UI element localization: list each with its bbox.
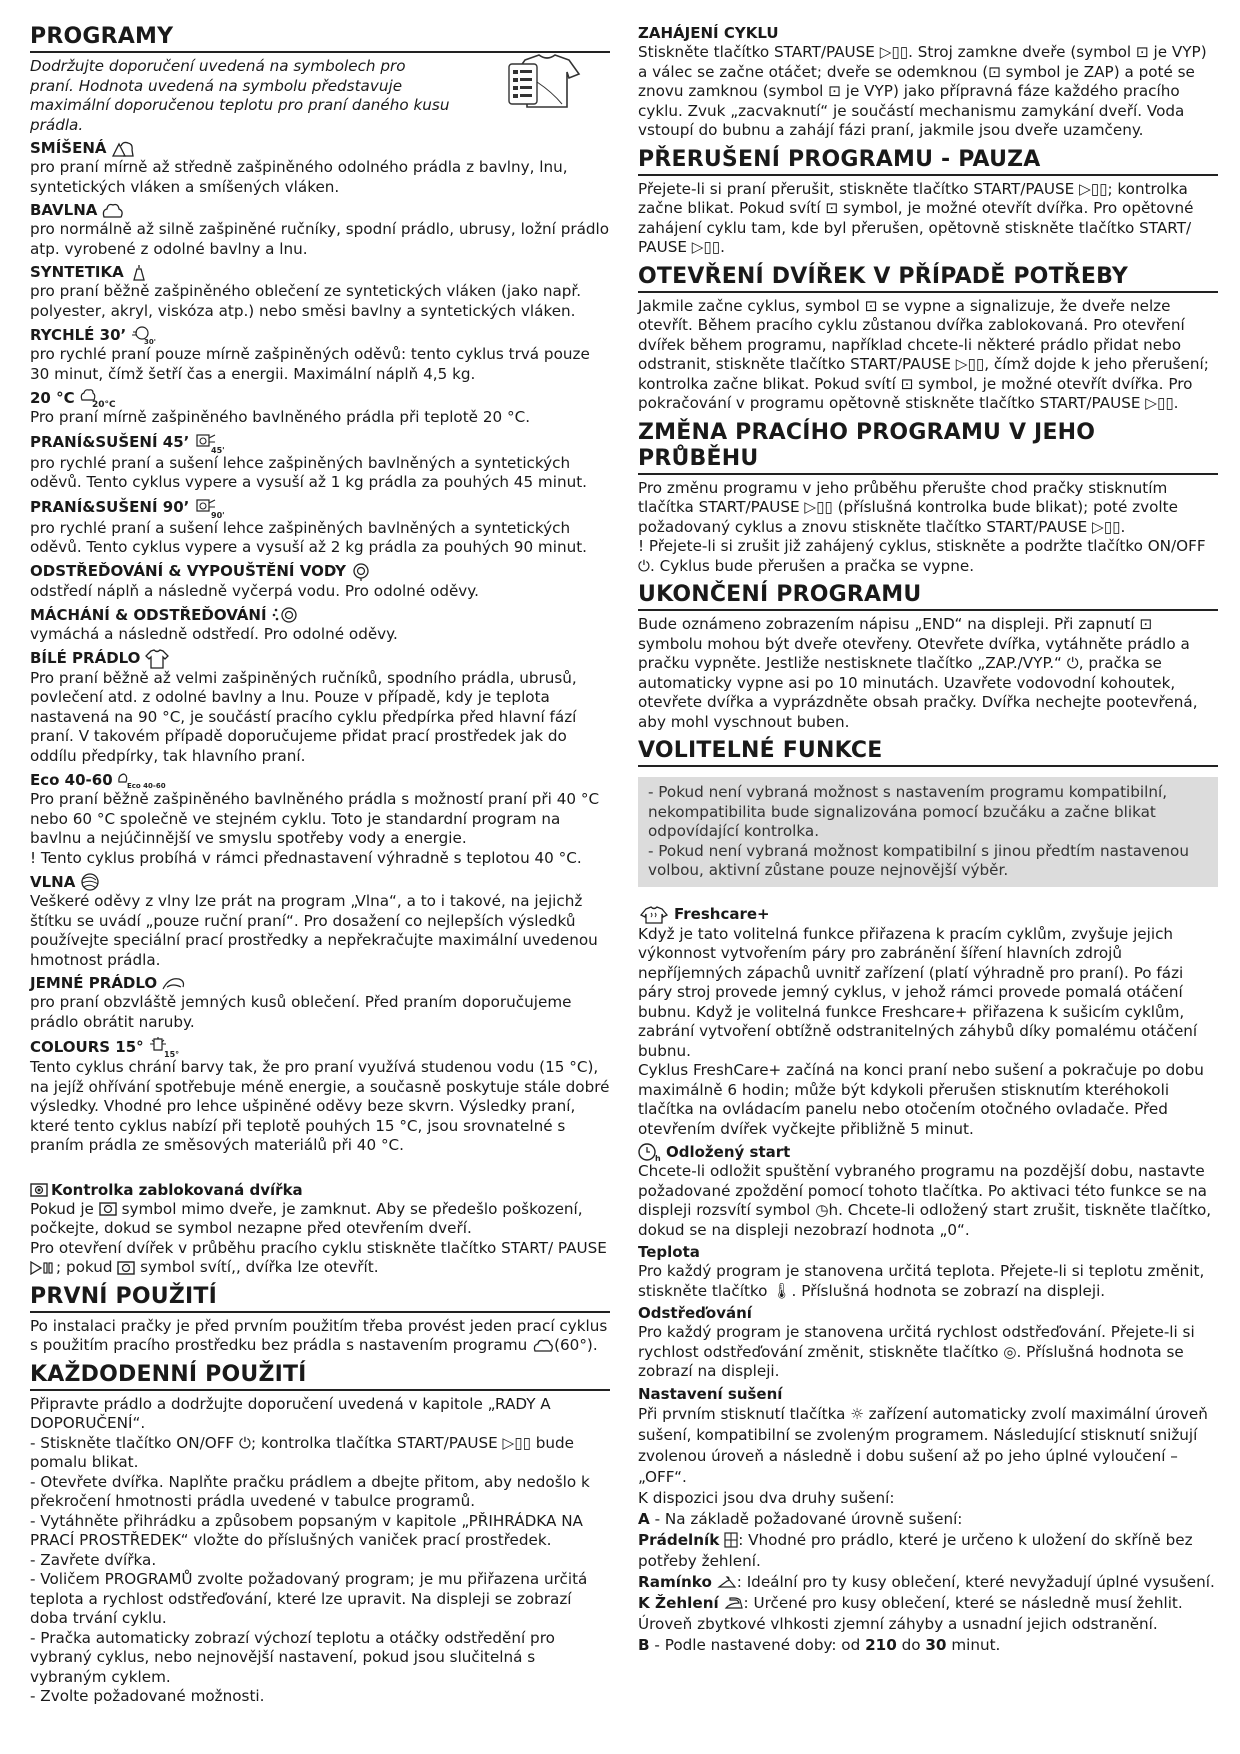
program-name: BAVLNA (30, 201, 98, 219)
wardrobe-icon (724, 1532, 738, 1548)
drying-iron: K Žehlení : Určené pro kusy oblečení, které se následně musí žehlit. Úroveň zbytkové vlhkosti zjemní záhyby a usnadní jejich odstranění. (638, 1593, 1183, 1633)
wash-dry-45-icon (193, 432, 225, 454)
programs-intro: Dodržujte doporučení uvedená na symbolech pro praní. Hodnota uvedená na symbolu představuje maximální doporučenou teplotu pro praní daného kusu prádla. (30, 57, 450, 134)
drying-option-b: B - Podle nastavené doby: od 210 do 30 minut. (638, 1635, 1001, 1654)
program-description: Pro praní mírně zašpiněného bavlněného prádla při teplotě 20 °C. (30, 408, 531, 426)
end-program-heading: UKONČENÍ PROGRAMU (638, 582, 1218, 611)
change-program-heading: ZMĚNA PRACÍHO PROGRAMU V JEHO PRŮBĚHU (638, 420, 1218, 475)
door-lock-text-1: Pokud je symbol mimo dveře, je zamknut. Aby se předešlo poškození, počkejte, dokud se symbol nezapne před otevřením dveří. (30, 1199, 583, 1237)
freshcare-heading (638, 905, 1218, 925)
program-description: Tento cyklus chrání barvy tak, že pro praní využívá studenou vodu (15 °C), na jejíž ohřívání spotřebuje méně energie, a současně poskytuje stále dobré výsledky. Vhodné pro lehce ušpiněné oděvy beze skvrn. Výsledky praní, které tento cyklus nabízí při teplotě pouhých 15 °C, jsou srovnatelné s praním prádla ze směsových materiálů při 40 °C. (30, 1058, 610, 1154)
start-cycle-heading: ZAHÁJENÍ CYKLU (638, 24, 779, 42)
pause-heading: PŘERUŠENÍ PROGRAMU - PAUZA (638, 147, 1218, 176)
daily-use-step: - Zavřete dvířka. (30, 1550, 157, 1569)
open-door-text: Jakmile začne cyklus, symbol ⊡ se vypne a signalizuje, že dveře nelze otevřít. Během pracího cyklu zůstanou dvířka zablokovaná. Pro otevření dvířek během programu, například chcete-li některé prádlo přidat nebo odstranit, stiskněte tlačítko START/PAUSE ▷▯▯, čímž dojde k jeho přerušení; kontrolka začne blikat. Pokud svítí ⊡ symbol, je možné otevřít dvířka. Pro pokračování v programu opětovně stiskněte tlačítko START/PAUSE ▷▯▯. (638, 296, 1209, 412)
program-heading (30, 562, 610, 582)
program-name: SMÍŠENÁ (30, 139, 107, 157)
program-heading (30, 770, 610, 790)
cotton-icon (532, 1338, 554, 1354)
program-name: SYNTETIKA (30, 263, 124, 281)
daily-use-heading: KAŽDODENNÍ POUŽITÍ (30, 1362, 610, 1391)
program-name: JEMNÉ PRÁDLO (30, 974, 158, 992)
svg-text:h: h (655, 1154, 661, 1162)
delay-start-icon (638, 1142, 662, 1162)
programs-heading: PROGRAMY (30, 24, 610, 53)
program-description: pro rychlé praní a sušení lehce zašpiněných bavlněných a syntetických oděvů. Tento cyklus vypere a vysuší až 2 kg prádla za pouhých 90 minut. (30, 518, 587, 556)
program-description: pro praní mírně až středně zašpiněného odolného prádla z bavlny, lnu, syntetických vláken a smíšených vláken. (30, 158, 568, 196)
program-heading (30, 649, 610, 669)
svg-text:15°: 15° (163, 1050, 179, 1058)
program-name: COLOURS 15° (30, 1037, 144, 1056)
program-name: Eco 40-60 (30, 770, 113, 789)
program-heading (30, 605, 610, 625)
door-lock-icon (30, 1183, 48, 1197)
program-description: Pro praní běžně zašpiněného bavlněného prádla s možností praní při 40 °C nebo 60 °C společně ve stejném cyklu. Toto je standardní program na bavlnu a nejúčinnější ve smyslu spotřeby vody a energie. (30, 790, 600, 847)
program-description: odstředí náplň a následně vyčerpá vodu. Pro odolné oděvy. (30, 581, 479, 600)
program-name: PRANÍ&SUŠENÍ 45’ (30, 433, 190, 451)
iron-icon (724, 1596, 744, 1610)
program-list (30, 139, 610, 1156)
daily-use-step: - Pračka automaticky zobrazí výchozí teplotu a otáčky odstředění pro vybraný cyklus, nebo nejnovější nastavení, pokud jsou slučitelná s vybraným cyklem. (30, 1628, 555, 1686)
svg-text:45': 45' (211, 445, 225, 454)
daily-use-steps (30, 1395, 610, 1707)
change-program-text: Pro změnu programu v jeho průběhu přerušte chod pračky stisknutím tlačítka START/PAUSE ▷▯▯ (příslušná kontrolka bude blikat); poté zvolte požadovaný cyklus a znovu stiskněte tlačítko START/PAUSE ▷▯▯. (638, 478, 1178, 536)
pause-text: Přejete-li si praní přerušit, stiskněte tlačítko START/PAUSE ▷▯▯; kontrolka začne blikat. Pokud svítí ⊡ symbol, je možné otevřít dvířka. Pro opětovné zahájení cyklu tam, kde byl přerušen, opětovně stiskněte tlačítko START/ PAUSE ▷▯▯. (638, 179, 1194, 256)
program-name: MÁCHÁNÍ & ODSTŘEĎOVÁNÍ (30, 605, 267, 624)
daily-use-step: - Voličem PROGRAMŮ zvolte požadovaný program; je mu přiřazena určitá teplota a rychlost odstřeďování, které lze upravit. Na displeji se zobrazí doba trvání cyklu. (30, 1570, 588, 1627)
daily-use-step: - Vytáhněte přihrádku a způsobem popsaným v kapitole „PŘIHRÁDKA NA PRACÍ PROSTŘEDEK“ vložte do příslušných vaniček prací prostředek. (30, 1511, 583, 1549)
first-use-text: Po instalaci pračky je před prvním použitím třeba provést jeden prací cyklus s použitím pracího prostředku bez prádla s nastavením programu (60°). (30, 1316, 608, 1354)
synthetic-icon (128, 263, 150, 282)
program-note: ! Tento cyklus probíhá v rámci přednastavení výhradně s teplotou 40 °C. (30, 848, 582, 867)
door-lock-icon (117, 1261, 135, 1275)
door-lock-title: Kontrolka zablokovaná dvířka (51, 1180, 303, 1199)
delicate-icon (161, 974, 187, 993)
open-door-heading: OTEVŘENÍ DVÍŘEK V PŘÍPADĚ POTŘEBY (638, 264, 1218, 293)
program-description: vymáchá a následně odstředí. Pro odolné oděvy. (30, 625, 398, 643)
colours-15-icon (148, 1036, 180, 1058)
program-name: ODSTŘEĎOVÁNÍ & VYPOUŠTĚNÍ VODY (30, 562, 347, 580)
drying-types-text: K dispozici jsou dva druhy sušení: (638, 1488, 895, 1507)
program-heading (30, 325, 610, 345)
20c-icon (79, 388, 119, 408)
eco-icon (117, 770, 171, 790)
rapid-30-icon (130, 325, 156, 345)
program-heading (30, 974, 610, 993)
options-note-1: - Pokud není vybraná možnost s nastavením programu kompatibilní, nekompatibilita bude signalizována pomocí bzučáku a začne blikat odpovídající kontrolka. (648, 783, 1168, 840)
program-heading (30, 388, 610, 408)
first-use-heading: PRVNÍ POUŽITÍ (30, 1284, 610, 1313)
freshcare-text: Když je tato volitelná funkce přiřazena k pracím cyklům, zvyšuje jejich výkonnost vytvořením páry pro zabránění šíření hlavních zdrojů nepříjemných zápachů uvnitř zařízení (platí výhradně pro praní). Po fázi páry stroj provede jemný cyklus, v jehož rámci provede pomalá otáčení bubnu. Když je volitelná funkce Freshcare+ přiřazena k sušicím cyklům, zabrání vytvoření obtížně odstranitelných záhybů díky pomalému otáčení bubnu. (638, 924, 1198, 1060)
temperature-heading: Teplota (638, 1243, 700, 1261)
end-program-text: Bude oznámeno zobrazením nápisu „END“ na displeji. Při zapnutí ⊡ symbolu mohou být dveře otevřeny. Otevřete dvířka, vytáhněte prádlo a pračku vypněte. Jestliže nestisknete tlačítko „ZAP./VYP.“ ⏻, pračka se automaticky vypne asi po 10 minutách. Uzavřete vodovodní kohoutek, otevřete dvířka a vyprázdněte obsah pračky. Dvířka nechejte pootevřená, aby mohl vyschnout buben. (638, 615, 1198, 731)
program-heading (30, 1036, 610, 1058)
delay-start-heading (638, 1142, 1218, 1162)
hanger-icon (717, 1575, 737, 1589)
temperature-text: Pro každý program je stanovena určitá teplota. Přejete-li si teplotu změnit, stiskněte tlačítko 🌡. Příslušná hodnota se zobrazí na displeji. (638, 1262, 1205, 1300)
program-description: pro praní běžně zašpiněného oblečení ze syntetických vláken (jako např. polyester, akryl, viskóza atp.) nebo směsi bavlny a syntetických vláken. (30, 282, 582, 320)
start-cycle-text: Stiskněte tlačítko START/PAUSE ▷▯▯. Stroj zamkne dveře (symbol ⊡ je VYP) a válec se začne otáčet; dveře se odemknou (⊡ symbol je ZAP) a poté se znovu zamknou (symbol ⊡ je VYP) jako přípravná fáze každého pracího cyklu. Zvuk „zacvaknutí“ je součástí mechanismu zamykání dveří. Voda vstoupí do bubnu a zahájí fázi praní, jakmile jsou dveře uzamčeny. (638, 43, 1207, 139)
program-heading (30, 263, 610, 282)
program-heading (30, 139, 610, 158)
svg-text:90': 90' (211, 510, 225, 519)
program-description: pro praní obzvláště jemných kusů oblečení. Před praním doporučujeme prádlo obrátit naruby. (30, 993, 572, 1031)
program-heading (30, 497, 610, 519)
program-name: BÍLÉ PRÁDLO (30, 649, 141, 667)
program-name: VLNA (30, 872, 76, 891)
daily-use-step: - Otevřete dvířka. Naplňte pračku prádlem a dbejte přitom, aby nedošlo k překročení hmotnosti prádla uvedené v tabulce programů. (30, 1472, 590, 1510)
program-name: RYCHLÉ 30’ (30, 325, 127, 344)
drying-option-a: A - Na základě požadované úrovně sušení: (638, 1509, 963, 1528)
svg-text:Eco 40-60: Eco 40-60 (126, 782, 166, 790)
options-note-2: - Pokud není vybraná možnost kompatibilní s jinou předtím nastavenou volbou, aktivní zůstane pouze nejnovější výběr. (648, 841, 1189, 879)
left-column (30, 24, 610, 1707)
freshcare-text-2: Cyklus FreshCare+ začíná na konci praní nebo sušení a pokračuje po dobu maximálně 6 hodin; může být kdykoli přerušen stisknutím kteréhokoli tlačítka na ovládacím panelu nebo otočením otočného ovladače. Před otevřením dvířek vyčkejte přibližně 5 minut. (638, 1061, 1204, 1138)
door-lock-text-2: Pro otevření dvířek v průběhu pracího cyklu stiskněte tlačítko START/ PAUSE ; pokud symbol svítí,, dvířka lze otevřít. (30, 1238, 607, 1276)
care-label-shirt-icon (507, 52, 602, 112)
drying-heading: Nastavení sušení (638, 1384, 783, 1403)
white-shirt-icon (144, 649, 170, 669)
cotton-icon (101, 201, 125, 220)
spin-text: Pro každý program je stanovena určitá rychlost odstřeďování. Přejete-li si rychlost odstřeďování změnit, stiskněte tlačítko ◎. Příslušná hodnota se zobrazí na displeji. (638, 1323, 1195, 1380)
right-column (638, 24, 1218, 1656)
program-name: 20 °C (30, 388, 75, 407)
start-pause-icon (30, 1261, 56, 1275)
spin-heading: Odstřeďování (638, 1304, 752, 1322)
wash-dry-90-icon (193, 497, 225, 519)
program-description: pro rychlé praní a sušení lehce zašpiněných bavlněných a syntetických oděvů. Tento cyklus vypere a vysuší až 1 kg prádla za pouhých 45 minut. (30, 453, 587, 491)
rinse-spin-icon (271, 605, 301, 625)
drying-text: Při prvním stisknutí tlačítka ☼ zařízení automaticky zvolí maximální úroveň sušení, kompatibilní se zvoleným programem. Následující stisknutí snižují zvolenou úroveň a následně i dobu sušení až po jeho úplné vyloučení – „OFF“. (638, 1404, 1208, 1486)
program-description: pro normálně až silně zašpiněné ručníky, spodní prádlo, ubrusy, ložní prádlo atp. vyrobené z odolné bavlny a lnu. (30, 220, 610, 258)
daily-use-step: Připravte prádlo a dodržujte doporučení uvedená v kapitole „RADY A DOPORUČENÍ“. (30, 1394, 551, 1432)
svg-text:30': 30' (144, 338, 157, 345)
program-description: Veškeré oděvy z vlny lze prát na program „Vlna“, a to i takové, na jejichž štítku se uvádí „pouze ruční praní“. Pro dosažení co nejlepších výsledků používejte speciální prací prostředky a nepřekračujte maximální uvedenou hmotnost prádla. (30, 892, 598, 969)
program-heading (30, 872, 610, 892)
drying-wardrobe: Prádelník : Vhodné pro prádlo, které je určeno k uložení do skříně bez potřeby žehlení. (638, 1530, 1193, 1570)
spin-drain-icon (350, 562, 372, 582)
door-lock-heading (30, 1181, 610, 1200)
freshcare-title: Freshcare+ (674, 905, 770, 923)
daily-use-step: - Zvolte požadované možnosti. (30, 1687, 265, 1705)
program-description: Pro praní běžně až velmi zašpiněných ručníků, spodního prádla, ubrusů, povlečení atd. z odolné bavlny a lnu. Pouze v případě, kdy je teplota nastavená na 90 °C, je součástí pracího cyklu předpírka před hlavní fází praní. V takovém případě doporučujeme přidat prací prostředek jak do oddílu předpírky, tak hlavního praní. (30, 668, 577, 765)
program-heading (30, 432, 610, 454)
program-heading (30, 201, 610, 220)
program-description: pro rychlé praní pouze mírně zašpiněných oděvů: tento cyklus trvá pouze 30 minut, čímž šetří čas a energii. Maximální náplň 4,5 kg. (30, 345, 590, 383)
svg-text:20°C: 20°C (91, 400, 116, 408)
options-note-box (638, 777, 1218, 887)
freshcare-icon (638, 905, 670, 925)
mixed-icon (111, 139, 135, 158)
cancel-cycle-text: ! Přejete-li si zrušit již zahájený cyklus, stiskněte a podržte tlačítko ON/OFF ⏻. Cyklus bude přerušen a pračka se vypne. (638, 537, 1206, 575)
daily-use-step: - Stiskněte tlačítko ON/OFF ⏻; kontrolka tlačítka START/PAUSE ▷▯▯ bude pomalu blikat. (30, 1433, 575, 1471)
door-lock-icon (99, 1202, 117, 1216)
delay-start-title: Odložený start (666, 1142, 791, 1161)
wool-icon (79, 872, 101, 892)
drying-hanger: Ramínko : Ideální pro ty kusy oblečení, které nevyžadují úplné vysušení. (638, 1572, 1215, 1591)
delay-start-text: Chcete-li odložit spuštění vybraného programu na pozdější dobu, nastavte požadované zpoždění pomocí tohoto tlačítka. Po aktivaci této funkce se na displeji rozsvítí symbol ◷h. Chcete-li odložený start zrušit, tiskněte tlačítko, dokud se na displeji nezobrazí hodnota „0“. (638, 1162, 1212, 1239)
options-heading: VOLITELNÉ FUNKCE (638, 738, 1218, 767)
program-name: PRANÍ&SUŠENÍ 90’ (30, 498, 190, 516)
